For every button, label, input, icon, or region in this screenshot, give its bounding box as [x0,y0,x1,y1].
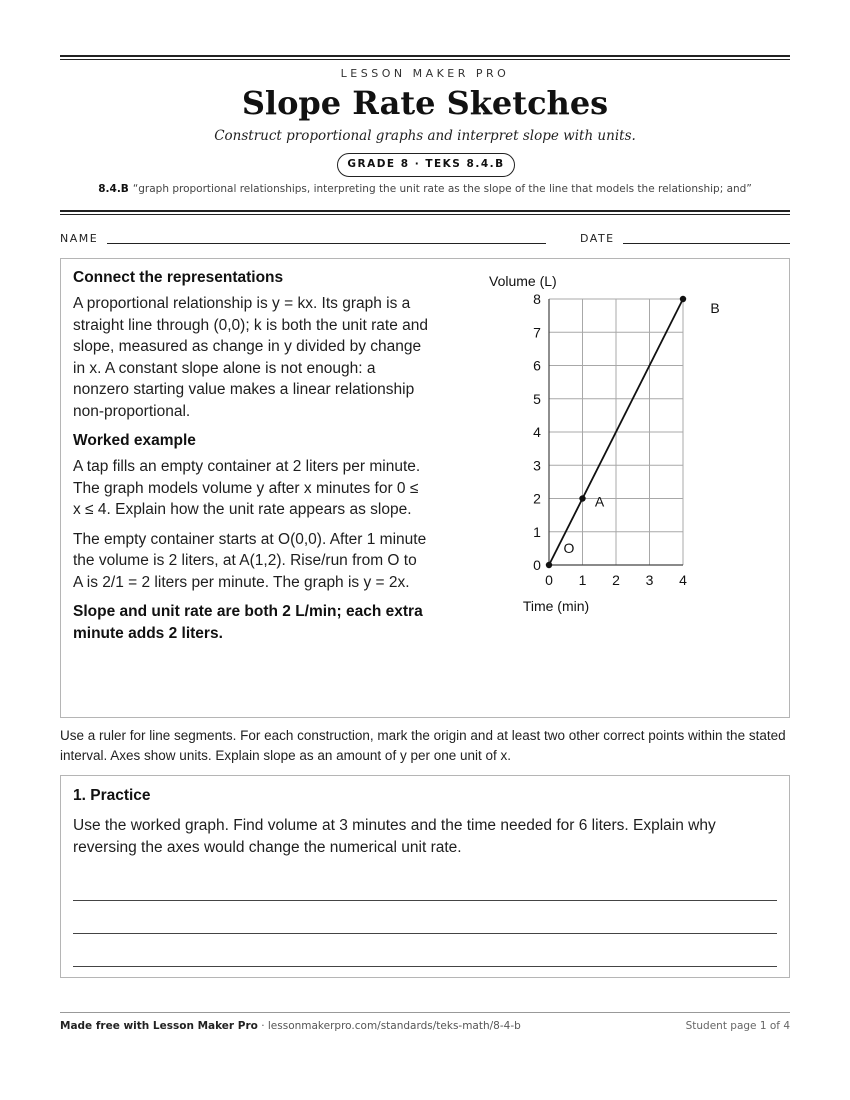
worked-example-conclusion: Slope and unit rate are both 2 L/min; each extra minute adds 2 liters. [73,603,423,642]
standard-text: “graph proportional relationships, interpreting the unit rate as the slope of the line that models the relationship; and” [132,183,752,195]
footer-separator: · [257,1020,268,1032]
worked-example-heading: Worked example [73,432,196,449]
y-tick-label-7: 7 [533,324,541,341]
worked-example-problem: A tap fills an empty container at 2 liters per minute. The graph models volume y after x minutes for 0 ≤ x ≤ 4. Explain how the unit rate appears as slope. [73,458,421,518]
intro-heading: Connect the representations [73,269,284,286]
x-tick-label-1: 1 [578,572,587,588]
y-tick-label-1: 1 [533,523,541,540]
practice-panel [60,775,790,978]
page-subtitle: Construct proportional graphs and interpret slope with units. [214,128,636,144]
x-axis-label: Time (min) [522,598,590,614]
grade-badge: GRADE 8 · TEKS 8.4.B [337,153,515,177]
brand-name: LESSON MAKER PRO [340,67,510,80]
point-label-b: B [710,300,720,316]
header-top-rule [60,55,790,60]
y-tick-label-5: 5 [533,390,541,407]
instructions-text: Use a ruler for line segments. For each construction, mark the origin and at least two other correct points within the stated interval. Axes show units. Explain slope as an amount of y per one unit of x. [60,728,786,763]
practice-heading: 1. Practice [73,787,151,804]
y-tick-label-6: 6 [533,357,541,374]
x-tick-label-4: 4 [679,572,687,588]
standard-code: 8.4.B [98,183,129,195]
x-tick-label-2: 2 [612,572,620,588]
name-field[interactable] [107,243,546,244]
footer-made-with: Made free with Lesson Maker Pro [60,1020,258,1032]
y-tick-label-3: 3 [533,457,541,474]
footer-page-number: Student page 1 of 4 [685,1020,790,1032]
header-bottom-rule [60,210,790,215]
point-label-a: A [594,493,605,510]
point-label-o: O [563,540,575,556]
point-o [546,562,552,568]
answer-line-1[interactable] [73,900,777,901]
worked-example-solution: The empty container starts at O(0,0). After 1 minute the volume is 2 liters, at A(1,2). Rise/run from O to A is 2/1 = 2 liters per minute. The graph is y = 2x. [73,530,427,591]
y-tick-label-4: 4 [533,424,541,440]
practice-prompt: Use the worked graph. Find volume at 3 minutes and the time needed for 6 liters. Explain why reversing the axes would change the numerical unit rate. [73,817,716,856]
y-tick-label-2: 2 [533,490,541,507]
x-tick-label-3: 3 [645,572,654,588]
footer-credit [60,1020,521,1032]
intro-text-column [73,269,428,644]
y-axis-label: Volume (L) [489,273,557,289]
answer-line-2[interactable] [73,933,777,934]
date-field[interactable] [623,243,790,244]
y-tick-label-0: 0 [533,557,541,573]
footer-rule [60,1012,790,1013]
answer-line-3[interactable] [73,966,777,967]
point-a [579,495,585,501]
point-b [680,296,686,302]
footer-url[interactable]: lessonmakerpro.com/standards/teks-math/8-4-b [267,1020,521,1032]
date-label: DATE [580,232,615,245]
name-label: NAME [60,232,99,245]
intro-panel [60,258,790,718]
volume-time-graph [451,265,741,625]
y-tick-label-8: 8 [533,291,541,307]
standard-line [0,183,850,195]
x-tick-label-0: 0 [545,572,553,588]
intro-paragraph: A proportional relationship is y = kx. Its graph is a straight line through (0,0); k is both the unit rate and slope, measured as change in y divided by change in x. A constant slope alone is not enough: a nonzero starting value makes a linear relationship non-proportional. [73,295,428,420]
page-title: Slope Rate Sketches [241,84,609,122]
